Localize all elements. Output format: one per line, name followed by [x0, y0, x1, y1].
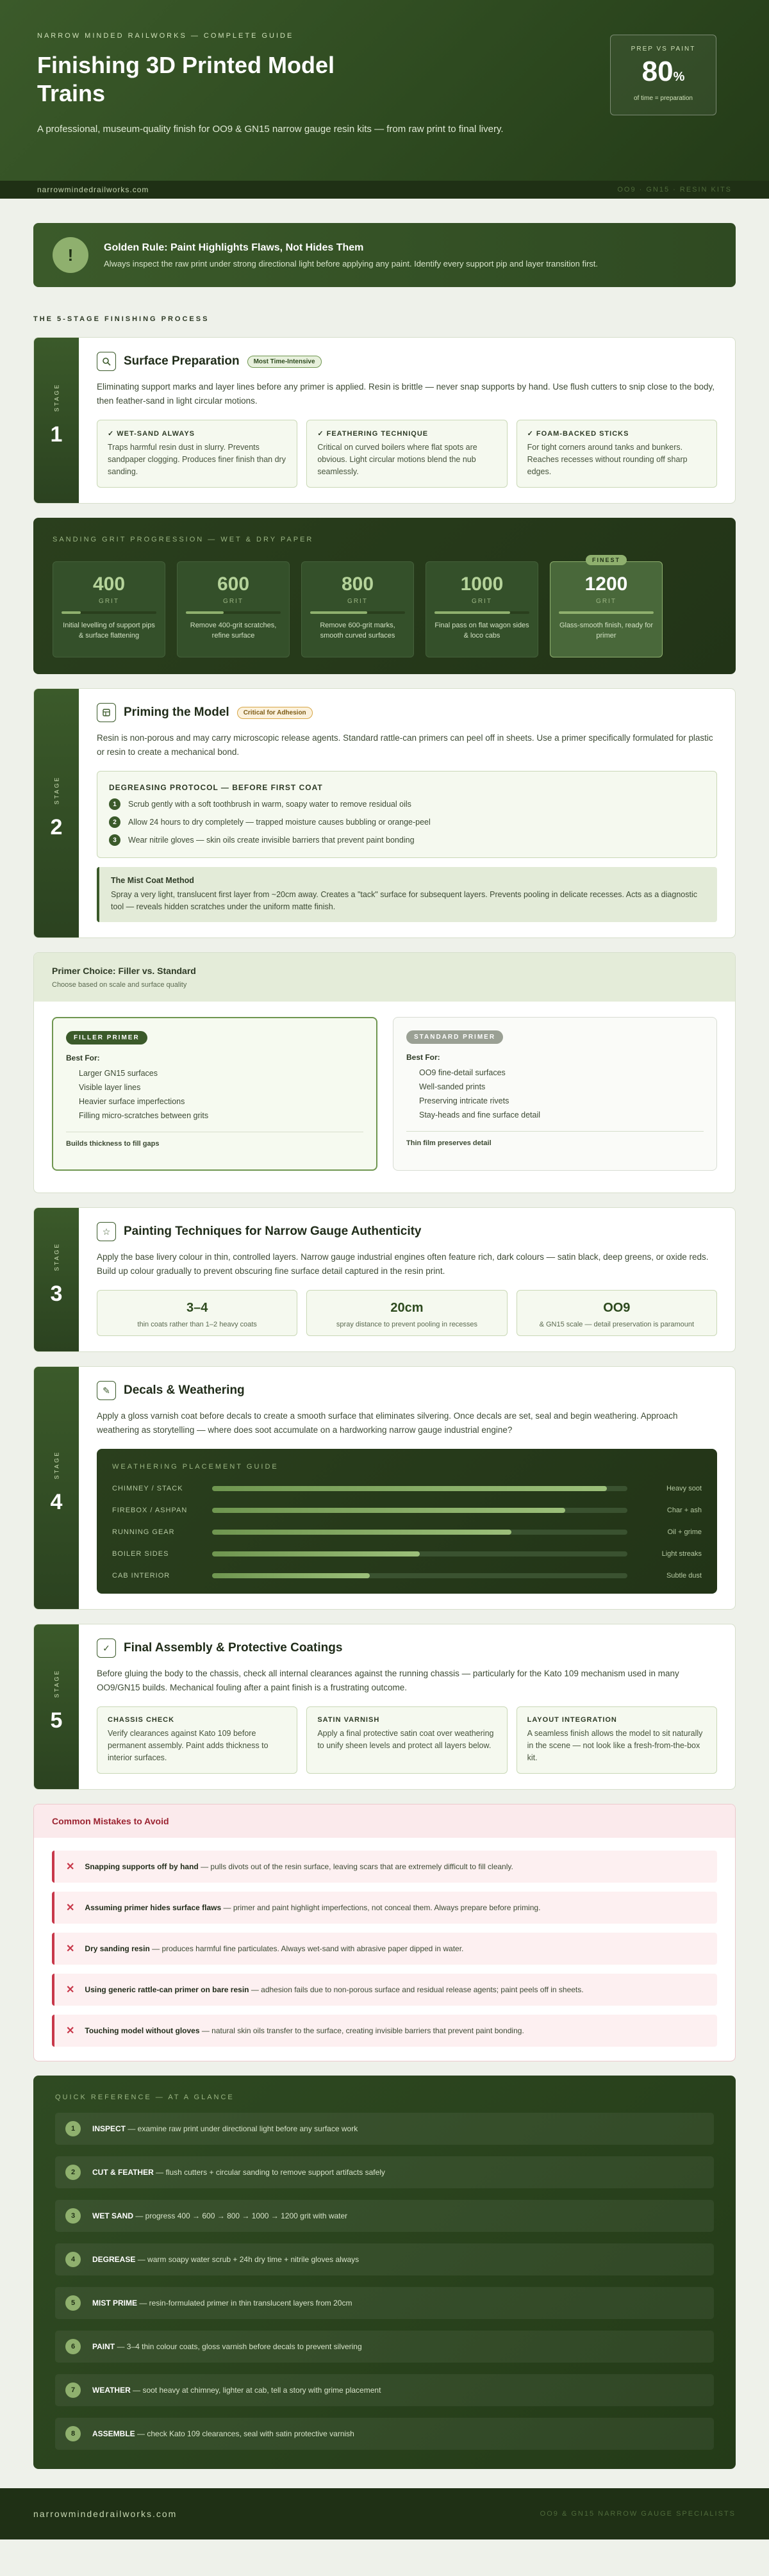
check-circle-icon: ✓	[97, 1639, 116, 1658]
stage-title: Final Assembly & Protective Coatings	[124, 1641, 343, 1655]
stat-box: 20cm spray distance to prevent pooling in recesses	[306, 1290, 507, 1336]
grit-card-800: 800 GRIT Remove 600-grit marks, smooth curved surfaces	[301, 561, 414, 657]
primer-subtitle: Choose based on scale and surface quality	[52, 981, 187, 989]
quick-reference-panel	[33, 2076, 736, 2469]
golden-text: Always inspect the raw print under strong directional light before applying any paint. Identify every support pip and layer transition first.	[104, 258, 599, 268]
search-icon	[97, 352, 116, 371]
stage-number: 5	[50, 1708, 63, 1733]
stage-3-card	[33, 1207, 736, 1352]
quick-item: 7 WEATHER — soot heavy at chimney, lighter at cab, tell a story with grime placement	[55, 2374, 714, 2406]
prep-stat-card	[610, 35, 716, 115]
stage-marker: STAGE 1	[34, 338, 79, 503]
protocol-step: 3 Wear nitrile gloves — skin oils create invisible barriers that prevent paint bonding	[109, 834, 705, 846]
tip-card: LAYOUT INTEGRATION A seamless finish allows the model to sit naturally in the scene — not look like a fresh-from-the-box kit.	[517, 1706, 717, 1774]
stage-description: Resin is non-porous and may carry microscopic release agents. Standard rattle-can primers can peel off in sheets. Use a primer specifically formulated for plastic or resin to create a mechanical bond.	[97, 733, 713, 757]
stage-title: Decals & Weathering	[124, 1383, 245, 1397]
tip-card: CHASSIS CHECK Verify clearances against Kato 109 before permanent assembly. Paint adds thickness to interior surfaces.	[97, 1706, 297, 1774]
page-footer	[0, 2488, 769, 2539]
stage-2-card	[33, 688, 736, 938]
standard-primer-card: STANDARD PRIMER Best For: OO9 fine-detail surfaces Well-sanded prints Preserving intricate rivets Stay-heads and fine surface detail Thin film preserves detail	[393, 1017, 717, 1171]
mistake-item: ✕ Snapping supports off by hand — pulls divots out of the resin surface, leaving scars that are extremely difficult to fill cleanly.	[52, 1851, 717, 1883]
x-icon: ✕	[66, 1944, 75, 1954]
mistake-item: ✕ Dry sanding resin — produces harmful fine particulates. Always wet-sand with abrasive paper dipped in water.	[52, 1933, 717, 1965]
site-url[interactable]: narrowmindedrailworks.com	[37, 185, 149, 194]
stat-sub: of time = preparation	[634, 95, 693, 102]
primer-title: Primer Choice: Filler vs. Standard	[52, 966, 196, 976]
golden-title: Golden Rule: Paint Highlights Flaws, Not Hides Them	[104, 242, 364, 253]
stage-description: Eliminating support marks and layer lines before any primer is applied. Resin is brittle — never snap supports by hand. Use flush cutters to snip close to the body, then feather-sand in light circular motions.	[97, 382, 715, 406]
protocol-step: 1 Scrub gently with a soft toothbrush in warm, soapy water to remove residual oils	[109, 798, 705, 810]
degreasing-protocol: DEGREASING PROTOCOL — BEFORE FIRST COAT 1 Scrub gently with a soft toothbrush in warm, soapy water to remove residual oils 2 Allow 24 hours to dry completely — trapped moisture causes bubbling or orange-peel 3 Wear nitrile gloves — skin oils create invisible barriers that prevent paint bonding	[97, 771, 717, 858]
grit-card-600: 600 GRIT Remove 400-grit scratches, refine surface	[177, 561, 290, 657]
strip-tags: OO9 · GN15 · RESIN KITS	[617, 186, 732, 194]
tip-card: ✓ FOAM-BACKED STICKS For tight corners around tanks and bunkers. Reaches recesses without rounding off sharp edges.	[517, 420, 717, 488]
quick-title: QUICK REFERENCE — AT A GLANCE	[55, 2093, 235, 2101]
hero-eyebrow: NARROW MINDED RAILWORKS — COMPLETE GUIDE	[37, 32, 294, 40]
stage-4-card	[33, 1366, 736, 1610]
stage-5-card	[33, 1624, 736, 1790]
stage-number: 1	[50, 422, 63, 447]
stage-description: Apply the base livery colour in thin, controlled layers. Narrow gauge industrial engines often feature rich, dark colours — satin black, deep greens, or oxide reds. Build up colour gradually to prevent obscuring fine surface detail captured in the resin print.	[97, 1252, 709, 1276]
main-content	[0, 223, 769, 2469]
quick-item: 2 CUT & FEATHER — flush cutters + circular sanding to remove support artifacts safely	[55, 2156, 714, 2188]
common-mistakes-panel	[33, 1804, 736, 2061]
tip-card: ✓ FEATHERING TECHNIQUE Critical on curved boilers where flat spots are obvious. Light circular motions blend the nub seamlessly.	[306, 420, 507, 488]
site-strip	[0, 181, 769, 199]
stage-marker: STAGE 2	[34, 689, 79, 937]
weathering-row: FIREBOX / ASHPAN Char + ash	[112, 1507, 702, 1514]
tip-card: ✓ WET-SAND ALWAYS Traps harmful resin dust in slurry. Prevents sandpaper clogging. Produces finer finish than dry sanding.	[97, 420, 297, 488]
stage-number: 2	[50, 814, 63, 839]
quick-item: 4 DEGREASE — warm soapy water scrub + 24h dry time + nitrile gloves always	[55, 2243, 714, 2275]
grit-card-1000: 1000 GRIT Final pass on flat wagon sides & loco cabs	[426, 561, 538, 657]
quick-item: 3 WET SAND — progress 400 → 600 → 800 → 1000 → 1200 grit with water	[55, 2200, 714, 2232]
grit-card-1200: FINEST 1200 GRIT Glass-smooth finish, ready for primer	[550, 561, 663, 657]
tip-card: SATIN VARNISH Apply a final protective satin coat over weathering to unify sheen levels and protect all layers below.	[306, 1706, 507, 1774]
star-icon: ☆	[97, 1222, 116, 1241]
section-heading: THE 5-STAGE FINISHING PROCESS	[33, 315, 210, 323]
stage-badge: Most Time-Intensive	[247, 356, 322, 368]
stage-marker: STAGE 4	[34, 1367, 79, 1609]
stage-1-card	[33, 337, 736, 504]
spray-can-icon	[97, 703, 116, 722]
footer-tagline: OO9 & GN15 NARROW GAUGE SPECIALISTS	[540, 2510, 736, 2518]
stat-box: OO9 & GN15 scale — detail preservation is paramount	[517, 1290, 717, 1336]
hero-subtitle: A professional, museum-quality finish for OO9 & GN15 narrow gauge resin kits — from raw print to final livery.	[37, 124, 504, 135]
hero-header	[0, 0, 769, 181]
mist-coat-callout: The Mist Coat Method Spray a very light, translucent first layer from ~20cm away. Creates a "tack" surface for subsequent layers. Prevents pooling in delicate recesses. Acts as a diagnostic tool — reveals hidden scratches under the uniform matte finish.	[97, 867, 717, 922]
mistake-item: ✕ Touching model without gloves — natural skin oils transfer to the surface, creating invisible barriers that prevent paint bonding.	[52, 2015, 717, 2047]
page-title: Finishing 3D Printed Model Trains	[37, 52, 335, 106]
stage-number: 3	[50, 1281, 63, 1306]
stage-description: Before gluing the body to the chassis, check all internal clearances against the running chassis — particularly for the Kato 109 mechanism used in many OO9/GN15 builds. Mechanical fouling after a paint finish is a frustrating outcome.	[97, 1669, 679, 1692]
stage-number: 4	[50, 1489, 63, 1514]
weathering-row: BOILER SIDES Light streaks	[112, 1550, 702, 1558]
stat-label: PREP VS PAINT	[631, 45, 696, 53]
x-icon: ✕	[66, 1985, 75, 1995]
mistakes-title: Common Mistakes to Avoid	[34, 1804, 735, 1838]
stage-badge: Critical for Adhesion	[237, 707, 313, 719]
stat-box: 3–4 thin coats rather than 1–2 heavy coats	[97, 1290, 297, 1336]
finest-badge: FINEST	[586, 555, 627, 565]
weathering-guide: WEATHERING PLACEMENT GUIDE CHIMNEY / STACK Heavy soot FIREBOX / ASHPAN Char + ash RUNNING GEAR Oil + grime BOILER SIDES Light streaks CAB INTERIOR Subtle dust	[97, 1449, 717, 1594]
stage-title: Painting Techniques for Narrow Gauge Authenticity	[124, 1225, 422, 1238]
protocol-step: 2 Allow 24 hours to dry completely — trapped moisture causes bubbling or orange-peel	[109, 816, 705, 828]
stat-value: 80%	[641, 56, 685, 87]
filler-primer-pill: FILLER PRIMER	[66, 1031, 147, 1044]
weathering-row: CAB INTERIOR Subtle dust	[112, 1572, 702, 1580]
grit-heading: SANDING GRIT PROGRESSION — WET & DRY PAPER	[53, 536, 314, 543]
quick-item: 5 MIST PRIME — resin-formulated primer in thin translucent layers from 20cm	[55, 2287, 714, 2319]
stage-title: Priming the Model	[124, 706, 229, 719]
grit-progression-panel	[33, 518, 736, 674]
stage-title: Surface Preparation	[124, 354, 240, 368]
weathering-row: CHIMNEY / STACK Heavy soot	[112, 1485, 702, 1492]
x-icon: ✕	[66, 1903, 75, 1913]
stage-marker: STAGE 3	[34, 1208, 79, 1351]
stage-description: Apply a gloss varnish coat before decals to create a smooth surface that eliminates silvering. Once decals are set, seal and begin weathering. Approach weathering as storytelling — where does soot accumulate on a hardworking narrow gauge industrial engine?	[97, 1411, 678, 1435]
quick-item: 8 ASSEMBLE — check Kato 109 clearances, seal with satin protective varnish	[55, 2418, 714, 2450]
primer-choice-panel	[33, 952, 736, 1193]
grit-card-400: 400 GRIT Initial levelling of support pips & surface flattening	[53, 561, 165, 657]
x-icon: ✕	[66, 2026, 75, 2036]
x-icon: ✕	[66, 1862, 75, 1872]
footer-url[interactable]: narrowmindedrailworks.com	[33, 2509, 178, 2519]
mistake-item: ✕ Assuming primer hides surface flaws — primer and paint highlight imperfections, not conceal them. Always prepare before priming.	[52, 1892, 717, 1924]
standard-primer-pill: STANDARD PRIMER	[406, 1030, 503, 1044]
pencil-icon: ✎	[97, 1381, 116, 1400]
golden-rule-banner	[33, 223, 736, 287]
quick-item: 1 INSPECT — examine raw print under directional light before any surface work	[55, 2113, 714, 2145]
weathering-row: RUNNING GEAR Oil + grime	[112, 1528, 702, 1536]
stage-marker: STAGE 5	[34, 1624, 79, 1789]
alert-icon: !	[53, 237, 88, 273]
quick-item: 6 PAINT — 3–4 thin colour coats, gloss varnish before decals to prevent silvering	[55, 2331, 714, 2363]
filler-primer-card: FILLER PRIMER Best For: Larger GN15 surfaces Visible layer lines Heavier surface imperfections Filling micro-scratches between grits Builds thickness to fill gaps	[52, 1017, 377, 1171]
mistake-item: ✕ Using generic rattle-can primer on bare resin — adhesion fails due to non-porous surface and residual release agents; paint peels off in sheets.	[52, 1974, 717, 2006]
